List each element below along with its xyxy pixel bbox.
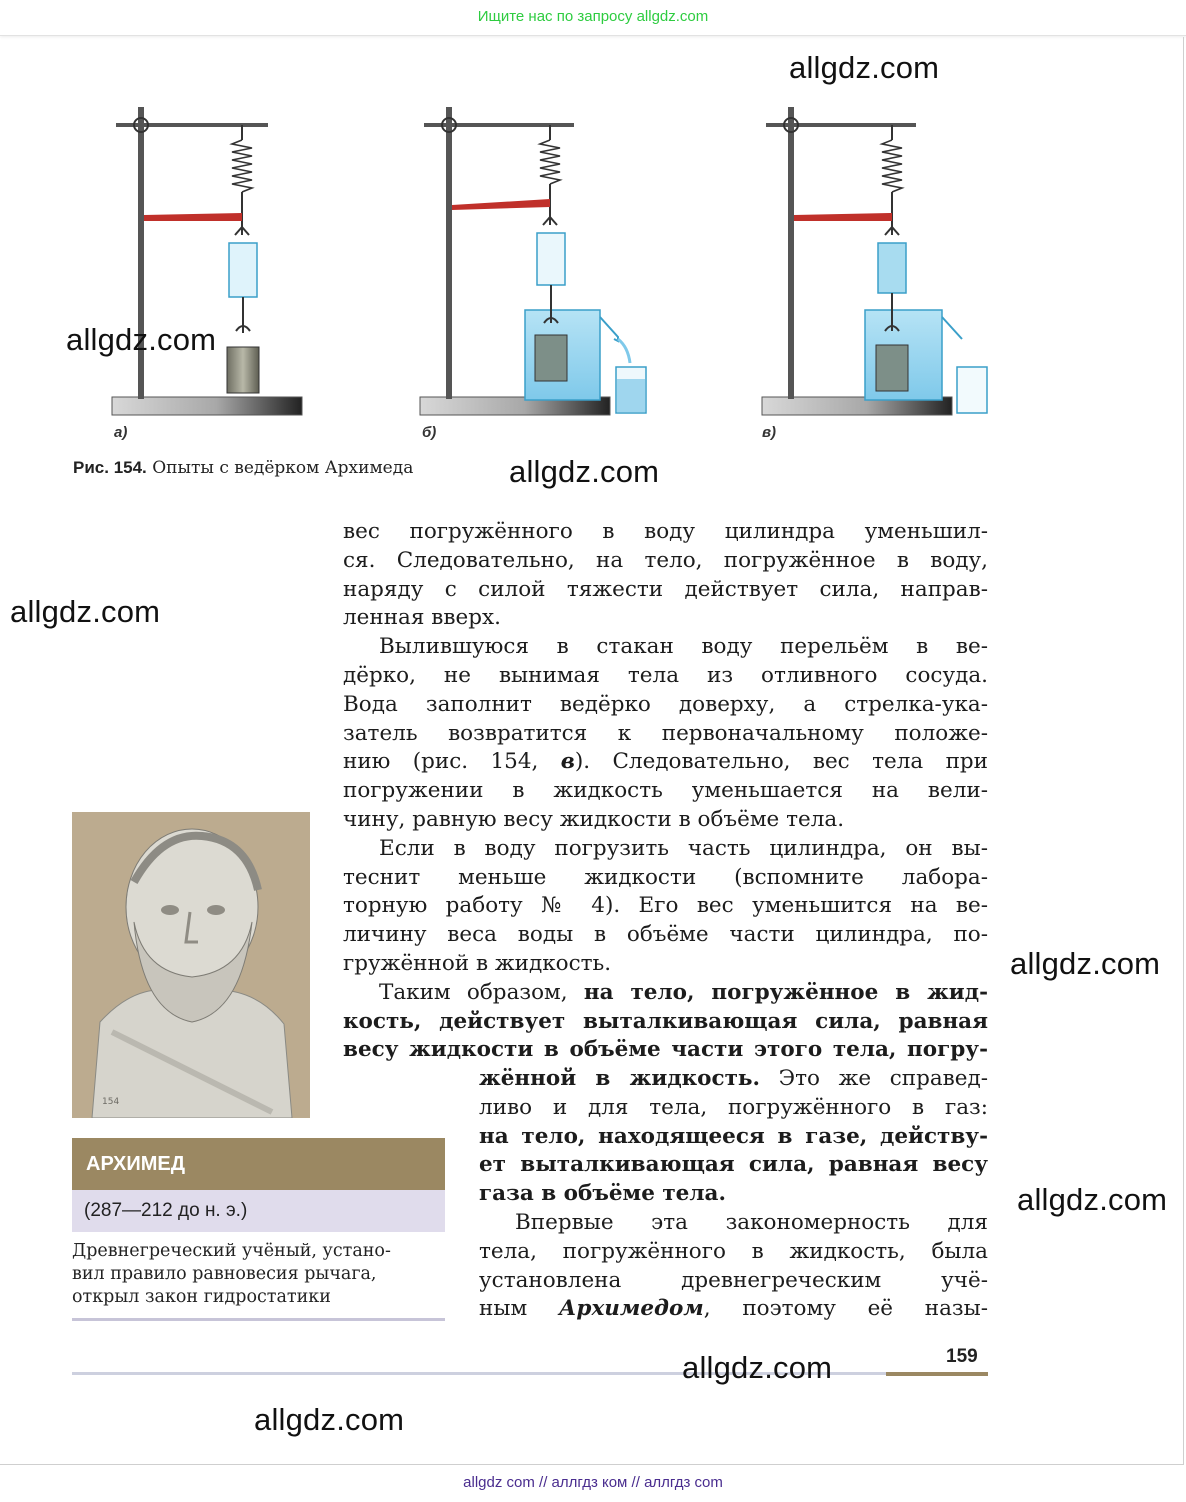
main-text-narrow (479, 1065, 988, 1324)
setup-b (420, 107, 646, 415)
page-number: 159 (946, 1346, 978, 1367)
bio-name: АРХИМЕД (72, 1138, 445, 1190)
watermark: allgdz.com (789, 50, 940, 85)
main-text (343, 518, 988, 1065)
paragraph-5: Впервые эта закономерность для тела, погружённого в жидкость, была установлена древнегреческим учё- ным Архимедом, поэтому её назы- (479, 1209, 989, 1322)
paragraph-1: вес погружённого в воду цилиндра уменьшил- ся. Следовательно, на тело, погружённое в воду, наряду с силой тяжести действует сила, направ- ленная вверх. (343, 519, 988, 631)
top-banner-link[interactable]: allgdz.com (636, 8, 709, 25)
archimedes-bust-image (72, 812, 310, 1118)
top-banner-text: Ищите нас по запросу (477, 8, 633, 25)
setup-a (112, 107, 302, 415)
figure-label-b: б) (422, 424, 437, 441)
bio-divider (72, 1318, 445, 1321)
bio-description: Древнегреческий учёный, устано- вил правило равновесия рычага, открыл закон гидростатики (72, 1241, 391, 1307)
watermark: allgdz.com (682, 1350, 833, 1385)
figure-label-c: в) (762, 424, 777, 441)
setup-c (762, 107, 987, 415)
figure-caption-number: Рис. 154. (73, 458, 147, 477)
watermark: allgdz.com (1017, 1182, 1168, 1217)
paragraph-4: Таким образом, на тело, погружённое в жид- кость, действует выталкивающая сила, равная весу жидкости в объёме части этого тела, погру- (343, 979, 989, 1063)
figure-caption (73, 458, 413, 478)
watermark: allgdz.com (10, 594, 161, 629)
watermark: allgdz.com (1010, 946, 1161, 981)
paragraph-4-cont: жённой в жидкость. Это же справед- ливо и для тела, погружённого в газ: на тело, находящееся в газе, действу- ет выталкивающая сила, равная весу газа в объёме тела. (479, 1066, 989, 1207)
bottom-bar: allgdz com // аллгдз ком // аллгдз com (463, 1474, 723, 1491)
paragraph-2: Вылившуюся в стакан воду перельём в ве- дёрко, не вынимая тела из отливного сосуда. Вода заполнит ведёрко доверху, а стрелка-ука- затель возвратится к первоначальному положе- нию (рис. 154, в). Следовательно, вес тела при погружении в жидкость уменьшается на вели- чину, равную весу жидкости в объёме тела. (343, 634, 988, 832)
bust-label: 154 (102, 1097, 120, 1107)
paragraph-3: Если в воду погрузить часть цилиндра, он вы- теснит меньше жидкости (вспомните лабора- торную работу № 4). Его вес уменьшится на ве- личину веса воды в объёме части цилиндра, по- гружённой в жидкость. (343, 835, 988, 976)
bio-dates: (287—212 до н. э.) (72, 1190, 445, 1232)
figure-archimedes-bucket (100, 95, 1000, 445)
figure-label-a: а) (114, 424, 128, 441)
watermark: allgdz.com (66, 322, 217, 357)
watermark: allgdz.com (509, 454, 660, 489)
footer-accent-rule (886, 1372, 988, 1376)
bottom-link-2[interactable]: аллгдз ком (551, 1474, 628, 1491)
top-banner (0, 0, 1186, 36)
bottom-link-1[interactable]: allgdz com (463, 1474, 535, 1491)
figure-caption-text: Опыты с ведёрком Архимеда (152, 458, 414, 478)
bottom-link-3[interactable]: аллгдз com (644, 1474, 723, 1491)
watermark: allgdz.com (254, 1402, 405, 1437)
